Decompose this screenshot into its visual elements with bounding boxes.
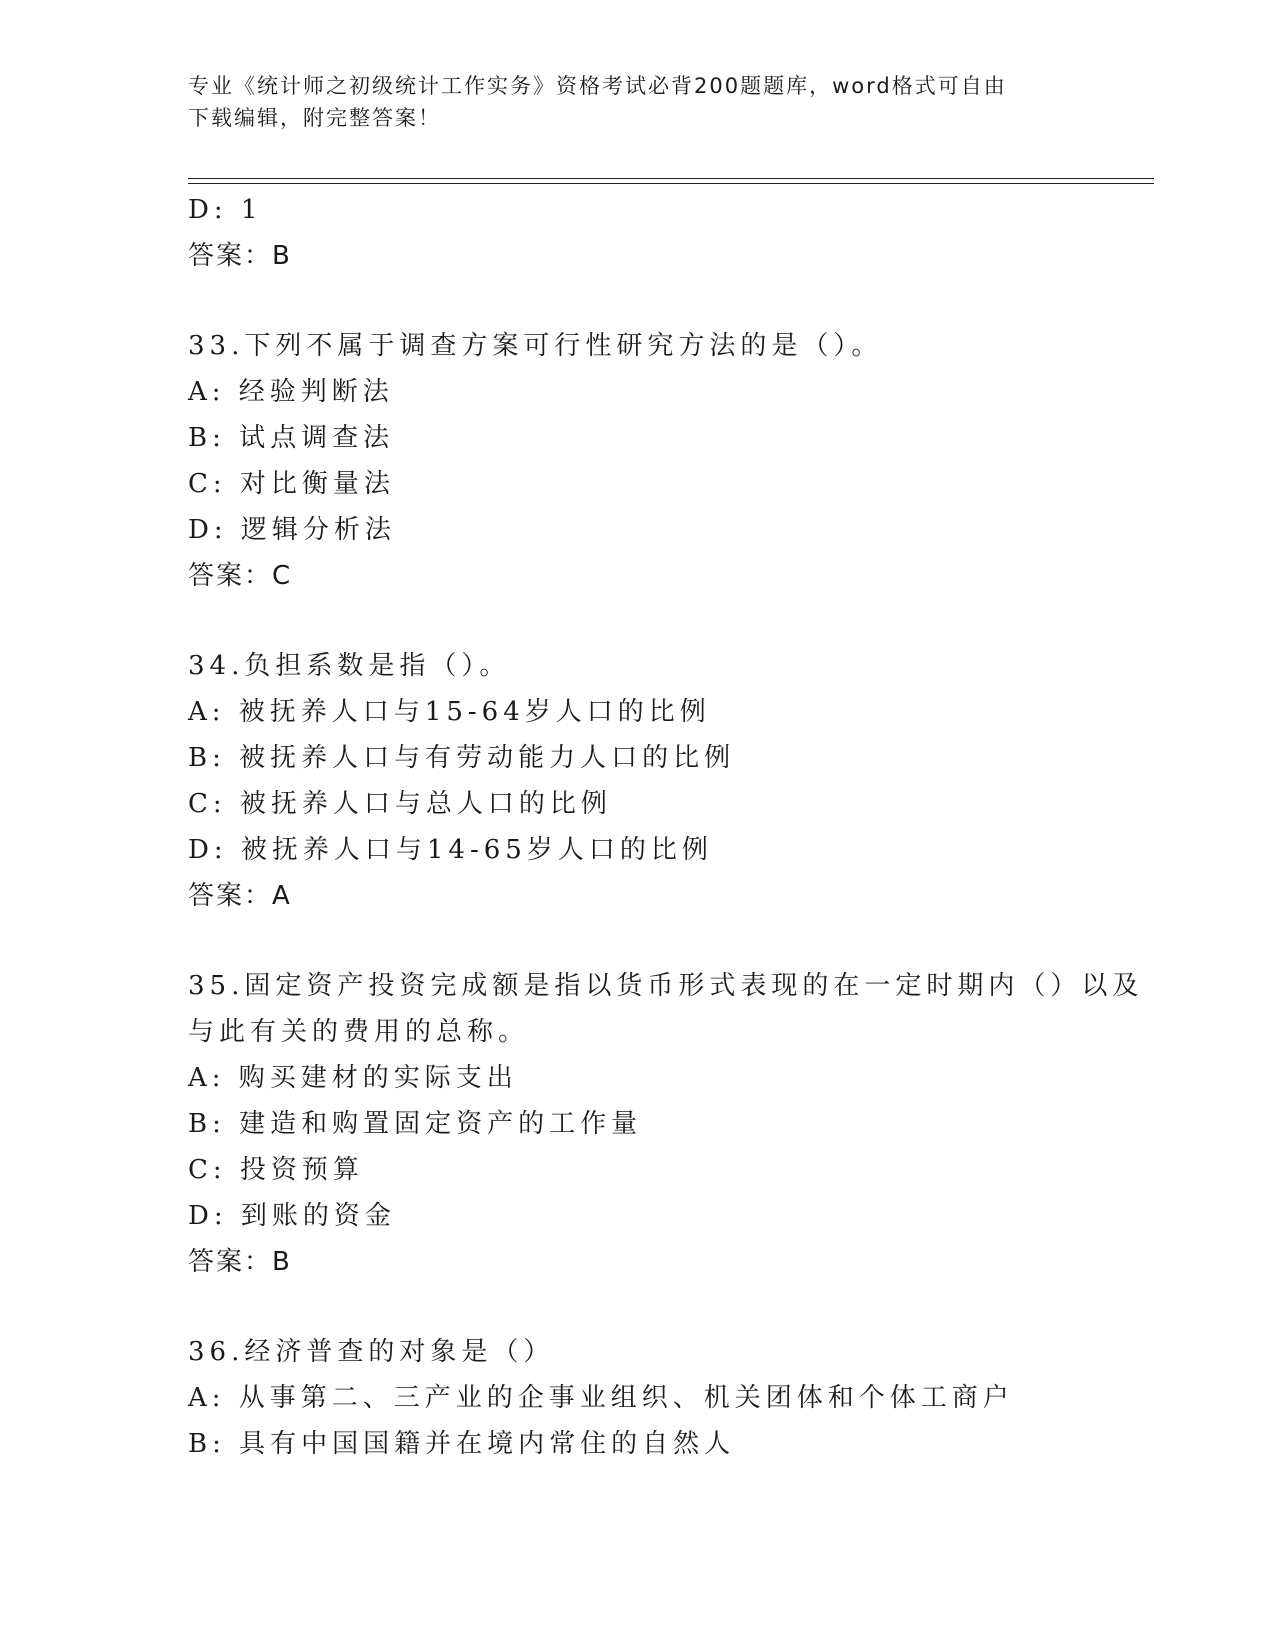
header-rule-bottom (188, 183, 1154, 184)
question-stem-line-1: 35.固定资产投资完成额是指以货币形式表现的在一定时期内（）以及 (188, 971, 1144, 1001)
question-stem: 34.负担系数是指（）。 (188, 651, 511, 681)
option-c: C: 被抚养人口与总人口的比例 (188, 789, 612, 819)
option-d: D: 到账的资金 (188, 1201, 396, 1231)
answer: 答案：C (188, 561, 293, 591)
question-stem: 33.下列不属于调查方案可行性研究方法的是（）。 (188, 331, 883, 361)
option-c: C: 对比衡量法 (188, 469, 395, 499)
answer: 答案：A (188, 881, 292, 911)
prev-answer: 答案：B (188, 241, 292, 271)
prev-option-d: D: 1 (188, 195, 263, 225)
option-a: A: 经验判断法 (188, 377, 394, 407)
option-a: A: 购买建材的实际支出 (188, 1063, 518, 1093)
option-a: A: 从事第二、三产业的企事业组织、机关团体和个体工商户 (188, 1383, 1014, 1413)
option-b: B: 试点调查法 (188, 423, 395, 453)
option-b: B: 具有中国国籍并在境内常住的自然人 (188, 1429, 736, 1459)
question-33 (188, 323, 1088, 599)
option-a: A: 被抚养人口与15-64岁人口的比例 (188, 697, 711, 727)
question-35 (188, 963, 1144, 1285)
option-b: B: 被抚养人口与有劳动能力人口的比例 (188, 743, 736, 773)
option-d: D: 被抚养人口与14-65岁人口的比例 (188, 835, 713, 865)
question-36 (188, 1329, 1088, 1467)
option-d: D: 逻辑分析法 (188, 515, 396, 545)
header-rule-top (188, 178, 1154, 179)
question-stem: 36.经济普查的对象是（） (188, 1337, 555, 1367)
header-line-2: 下载编辑，附完整答案！ (188, 106, 441, 130)
question-34 (188, 643, 1088, 919)
question-stem-line-2: 与此有关的费用的总称。 (188, 1017, 530, 1047)
question-list (188, 187, 1144, 1467)
option-b: B: 建造和购置固定资产的工作量 (188, 1109, 643, 1139)
document-header (188, 70, 1068, 134)
header-line-1: 专业《统计师之初级统计工作实务》资格考试必背200题题库，word格式可自由 (188, 74, 1007, 98)
option-c: C: 投资预算 (188, 1155, 364, 1185)
answer: 答案：B (188, 1247, 292, 1277)
